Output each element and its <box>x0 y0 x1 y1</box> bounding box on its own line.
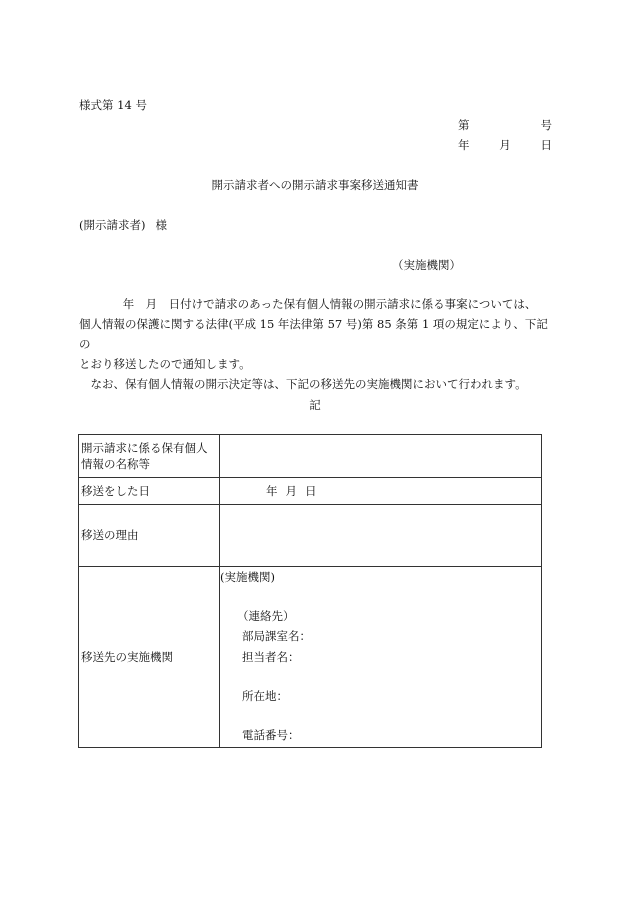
document-number <box>458 117 552 133</box>
destination-department-label: 部局課室名： <box>242 629 311 643</box>
issuing-agency: （実施機関） <box>392 258 461 272</box>
table-row <box>79 505 542 567</box>
body-line-2: 個人情報の保護に関する法律(平成 15 年法律第 57 号)第 85 条第 1 項の規定により、下記の <box>79 317 548 351</box>
ki-heading: 記 <box>309 398 321 412</box>
row-label-destination-agency: 移送先の実施機関 <box>79 567 220 748</box>
page-title: 開示請求者への開示請求事案移送通知書 <box>211 178 419 192</box>
date-year: 年 <box>458 138 470 152</box>
destination-person-label: 担当者名： <box>242 650 300 664</box>
document-date <box>458 137 552 153</box>
destination-phone-label: 電話番号： <box>242 728 300 742</box>
document-number-prefix: 第 <box>458 118 470 132</box>
addressee-name: (開示請求者) <box>79 218 146 232</box>
body-text <box>79 294 553 394</box>
row-label-line: 情報の名称等 <box>81 457 150 471</box>
row-label-line: 開示請求に係る保有個人 <box>81 440 208 455</box>
row-label-transfer-reason: 移送の理由 <box>79 505 220 567</box>
transfer-month: 月 <box>285 483 297 498</box>
transfer-details-table <box>78 434 542 748</box>
transfer-year: 年 <box>266 483 278 498</box>
date-day: 日 <box>540 138 552 152</box>
destination-agency-field[interactable] <box>220 567 542 748</box>
body-line-1: 年 月 日付けで請求のあった保有個人情報の開示請求に係る事案については、 <box>122 297 537 311</box>
table-row <box>79 435 542 478</box>
transfer-day: 日 <box>305 483 317 498</box>
form-number: 様式第 14 号 <box>79 98 147 112</box>
table-row <box>79 478 542 505</box>
transfer-date-field[interactable] <box>220 478 542 505</box>
destination-contact-label: （連絡先） <box>237 609 295 623</box>
destination-address-label: 所在地： <box>242 689 288 703</box>
table-row <box>79 567 542 748</box>
body-line-3: とおり移送したので通知します。 <box>79 357 251 371</box>
document-number-suffix: 号 <box>540 118 552 132</box>
addressee <box>79 217 167 233</box>
destination-agency-name: (実施機関) <box>220 570 275 584</box>
body-paragraph-2: なお、保有個人情報の開示決定等は、下記の移送先の実施機関において行われます。 <box>90 377 527 391</box>
date-month: 月 <box>499 138 511 152</box>
row-label-info-name <box>79 435 220 478</box>
addressee-honorific: 様 <box>155 218 167 232</box>
transfer-reason-field[interactable] <box>220 505 542 567</box>
row-label-transfer-date: 移送をした日 <box>79 478 220 505</box>
info-name-field[interactable] <box>220 435 542 478</box>
